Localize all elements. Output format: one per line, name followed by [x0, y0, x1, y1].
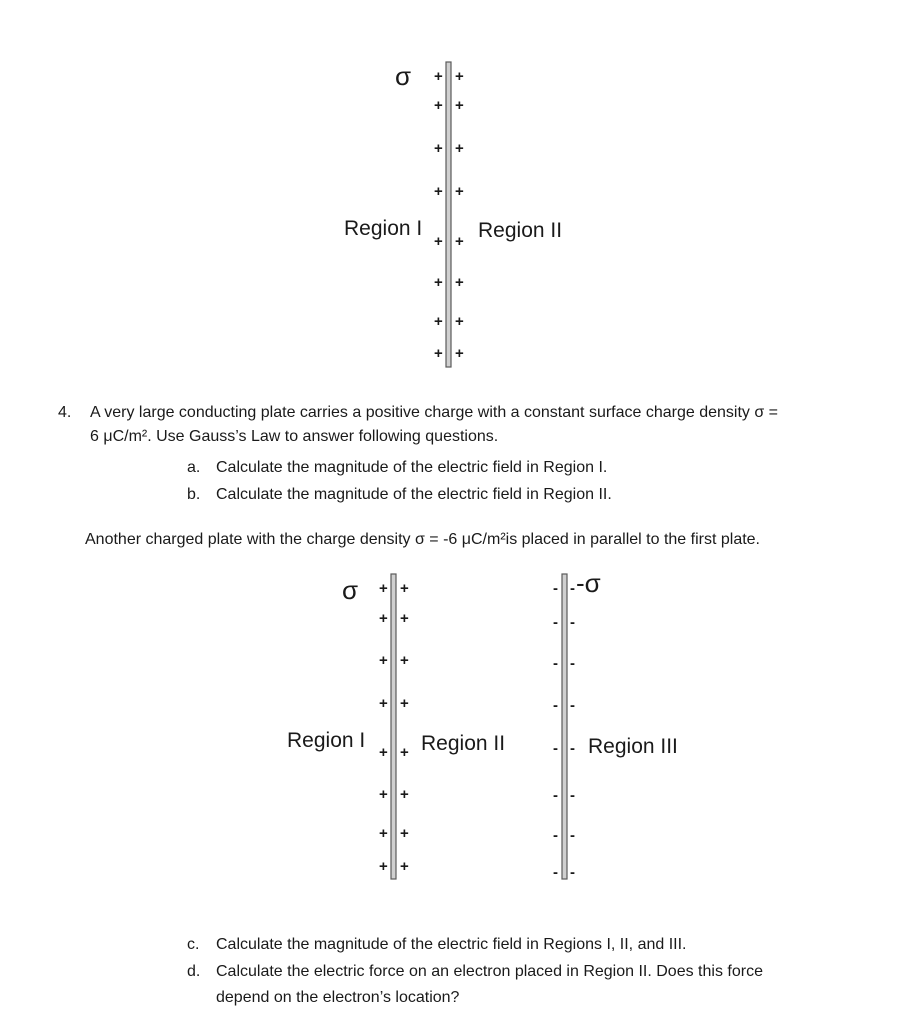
minus-sign: - [570, 864, 575, 881]
plus-sign: + [455, 313, 464, 330]
minus-sign: - [570, 614, 575, 631]
plus-sign: + [434, 183, 443, 200]
minus-sign: - [553, 827, 558, 844]
plus-sign: + [455, 140, 464, 157]
part-b-label: b. [187, 486, 201, 503]
part-a-label: a. [187, 459, 201, 476]
part-d-text-line-2: depend on the electron’s location? [216, 989, 460, 1006]
plus-sign: + [379, 786, 388, 803]
region-3-label: Region III [588, 735, 678, 758]
plus-sign: + [434, 313, 443, 330]
minus-sign: - [570, 697, 575, 714]
plus-sign: + [379, 652, 388, 669]
plus-sign: + [400, 695, 409, 712]
plus-sign: + [400, 825, 409, 842]
minus-sign: - [570, 655, 575, 672]
plus-sign: + [379, 580, 388, 597]
plus-sign: + [434, 233, 443, 250]
plus-sign: + [400, 610, 409, 627]
minus-sign: - [553, 580, 558, 597]
plus-sign: + [400, 580, 409, 597]
plus-sign: + [455, 183, 464, 200]
plus-sign: + [434, 274, 443, 291]
plus-sign: + [455, 233, 464, 250]
plus-sign: + [434, 140, 443, 157]
minus-sign: - [553, 614, 558, 631]
region-1-label: Region I [344, 217, 423, 240]
part-d-label: d. [187, 963, 201, 980]
plus-sign: + [455, 274, 464, 291]
question-line-2: 6 μC/m². Use Gauss’s Law to answer following questions. [90, 428, 499, 445]
minus-sign: - [570, 827, 575, 844]
sigma-label: σ [395, 61, 412, 91]
plus-sign: + [455, 68, 464, 85]
part-b-text: Calculate the magnitude of the electric field in Region II. [216, 486, 612, 503]
another-plate-text: Another charged plate with the charge density σ = -6 μC/m²is placed in parallel to the first plate. [85, 531, 760, 548]
region-2-label: Region II [421, 732, 506, 755]
plus-sign: + [455, 97, 464, 114]
plus-sign: + [379, 825, 388, 842]
part-c-label: c. [187, 936, 200, 953]
sigma-negative-label: -σ [576, 568, 601, 598]
sigma-positive-label: σ [342, 575, 359, 605]
plus-sign: + [434, 345, 443, 362]
plus-sign: + [379, 858, 388, 875]
minus-sign: - [553, 655, 558, 672]
plus-sign: + [455, 345, 464, 362]
part-d-text-line-1: Calculate the electric force on an electron placed in Region II. Does this force [216, 963, 763, 980]
negative-plate [562, 574, 567, 879]
plus-sign: + [400, 744, 409, 761]
plus-sign: + [434, 68, 443, 85]
minus-sign: - [570, 740, 575, 757]
plus-sign: + [379, 610, 388, 627]
region-1-label: Region I [287, 729, 366, 752]
part-c-text: Calculate the magnitude of the electric field in Regions I, II, and III. [216, 936, 687, 953]
question-line-1: A very large conducting plate carries a positive charge with a constant surface charge density σ = [90, 404, 779, 421]
minus-sign: - [553, 740, 558, 757]
minus-sign: - [570, 787, 575, 804]
minus-sign: - [570, 580, 575, 597]
positive-plate [391, 574, 396, 879]
question-number: 4. [58, 404, 72, 421]
minus-sign: - [553, 787, 558, 804]
minus-sign: - [553, 864, 558, 881]
region-2-label: Region II [478, 219, 563, 242]
plus-sign: + [379, 695, 388, 712]
plus-sign: + [400, 652, 409, 669]
minus-sign: - [553, 697, 558, 714]
plus-sign: + [400, 858, 409, 875]
plus-sign: + [379, 744, 388, 761]
plus-sign: + [400, 786, 409, 803]
plus-sign: + [434, 97, 443, 114]
part-a-text: Calculate the magnitude of the electric field in Region I. [216, 459, 608, 476]
